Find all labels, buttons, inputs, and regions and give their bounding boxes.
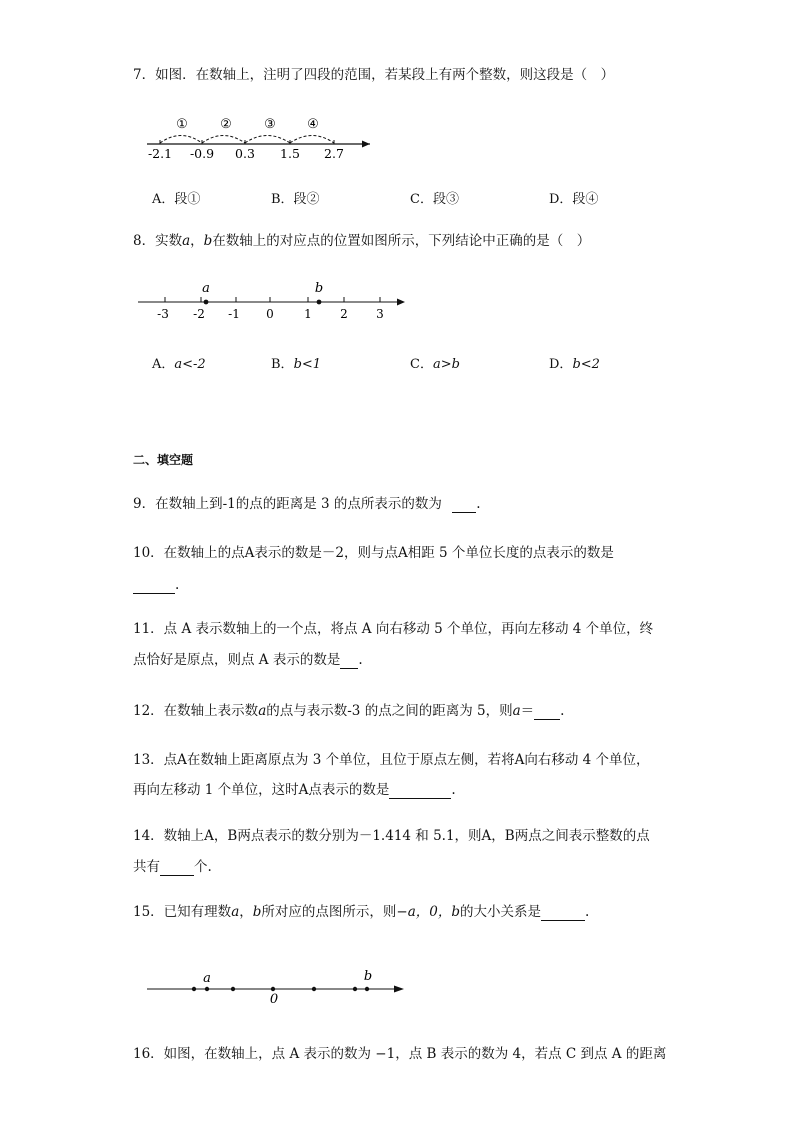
q8-option-a[interactable]: A．a<-2 bbox=[152, 357, 206, 372]
q8-tick-label-0: 0 bbox=[266, 307, 274, 321]
q8-axis-arrow bbox=[397, 299, 405, 306]
question-11-line-1: 11．点 A 表示数轴上的一个点，将点 A 向右移动 5 个单位，再向左移动 4 个单位，终 bbox=[133, 621, 654, 637]
question-14-line-1: 14．数轴上A，B两点表示的数分别为－1.414 和 5.1，则A，B两点之间表示整数的点 bbox=[133, 828, 650, 844]
q15-label-zero: 0 bbox=[269, 992, 279, 1007]
question-14-line-2: 共有 个. bbox=[133, 859, 212, 875]
q7-option-d[interactable]: D．段④ bbox=[549, 192, 599, 207]
q15-point-b bbox=[365, 987, 369, 991]
section-title: 二、填空题 bbox=[133, 453, 194, 467]
question-7-text: 7．如图．在数轴上，注明了四段的范围，若某段上有两个整数，则这段是（ ） bbox=[133, 67, 615, 83]
question-8-text: 8．实数a，b在数轴上的对应点的位置如图所示，下列结论中正确的是（ ） bbox=[133, 233, 591, 249]
q7-tick-label-1: -2.1 bbox=[147, 146, 173, 161]
q12-answer-blank[interactable] bbox=[534, 705, 560, 720]
question-13-line-1: 13．点A在数轴上距离原点为 3 个单位，且位于原点左侧，若将A向右移动 4 个单位， bbox=[133, 752, 650, 768]
question-16-text: 16．如图，在数轴上，点 A 表示的数为 −1，点 B 表示的数为 4，若点 C 到点 A 的距离 bbox=[133, 1046, 667, 1062]
q15-answer-blank[interactable] bbox=[541, 906, 585, 921]
q7-segment-label-3: ③ bbox=[264, 117, 276, 132]
q7-axis-arrow bbox=[362, 141, 370, 148]
question-13-line-2: 再向左移动 1 个单位，这时A点表示的数是 . bbox=[133, 782, 456, 798]
q8-tick-label-neg1: -1 bbox=[228, 307, 240, 321]
q7-segment-label-2: ② bbox=[220, 117, 232, 132]
q7-tick-label-4: 1.5 bbox=[280, 146, 300, 161]
q15-axis-arrow bbox=[394, 986, 404, 993]
q7-tick-label-5: 2.7 bbox=[324, 146, 344, 161]
q7-arc-3 bbox=[245, 136, 290, 144]
q8-tick-label-neg2: -2 bbox=[193, 307, 205, 321]
q15-label-b: b bbox=[363, 969, 373, 984]
question-9-text: 9．在数轴上到-1的点的距离是 3 的点所表示的数为 . bbox=[133, 496, 481, 512]
question-10-line-1: 10．在数轴上的点A表示的数是－2，则与点A相距 5 个单位长度的点表示的数是 bbox=[133, 545, 614, 561]
q8-point-a bbox=[204, 300, 209, 305]
q7-arc-2 bbox=[202, 136, 245, 144]
q10-answer-blank[interactable] bbox=[133, 579, 175, 594]
question-12-text: 12．在数轴上表示数a的点与表示数-3 的点之间的距离为 5，则a＝ . bbox=[133, 703, 565, 719]
q8-tick-label-1: 1 bbox=[304, 307, 312, 321]
q8-tick-label-2: 2 bbox=[340, 307, 348, 321]
q15-dot-4 bbox=[353, 987, 357, 991]
q15-dot-2 bbox=[231, 987, 235, 991]
q8-tick-label-3: 3 bbox=[376, 307, 384, 321]
q8-tick-label-neg3: -3 bbox=[157, 307, 169, 321]
q7-option-c[interactable]: C．段③ bbox=[410, 192, 459, 207]
q7-tick-label-3: 0.3 bbox=[235, 146, 255, 161]
q9-answer-blank[interactable] bbox=[452, 498, 476, 513]
q7-arc-1 bbox=[160, 136, 202, 144]
question-11-line-2: 点恰好是原点，则点 A 表示的数是 . bbox=[133, 652, 363, 668]
q8-point-b-label: b bbox=[314, 281, 324, 296]
q8-option-c[interactable]: C．a>b bbox=[410, 357, 460, 372]
q15-point-a bbox=[205, 987, 209, 991]
question-15-text: 15．已知有理数a，b所对应的点图所示，则−a，0，b的大小关系是 . bbox=[133, 904, 590, 920]
q15-point-zero bbox=[271, 987, 275, 991]
q8-point-b bbox=[317, 300, 322, 305]
q11-answer-blank[interactable] bbox=[340, 654, 358, 669]
q13-answer-blank[interactable] bbox=[389, 784, 451, 799]
q7-arc-4 bbox=[290, 136, 334, 144]
q7-segment-label-1: ① bbox=[176, 117, 188, 132]
question-10-line-2: . bbox=[133, 576, 179, 594]
q14-answer-blank[interactable] bbox=[160, 861, 194, 876]
q7-option-a[interactable]: A．段① bbox=[152, 192, 201, 207]
q8-option-d[interactable]: D．b<2 bbox=[549, 357, 600, 372]
q15-label-a: a bbox=[203, 971, 211, 986]
q15-dot-3 bbox=[312, 987, 316, 991]
q8-option-b[interactable]: B．b<1 bbox=[271, 357, 322, 372]
q8-point-a-label: a bbox=[202, 281, 210, 296]
q7-option-b[interactable]: B．段② bbox=[271, 192, 320, 207]
q7-segment-label-4: ④ bbox=[307, 117, 319, 132]
q15-dot-1 bbox=[192, 987, 196, 991]
q7-tick-label-2: -0.9 bbox=[189, 146, 215, 161]
